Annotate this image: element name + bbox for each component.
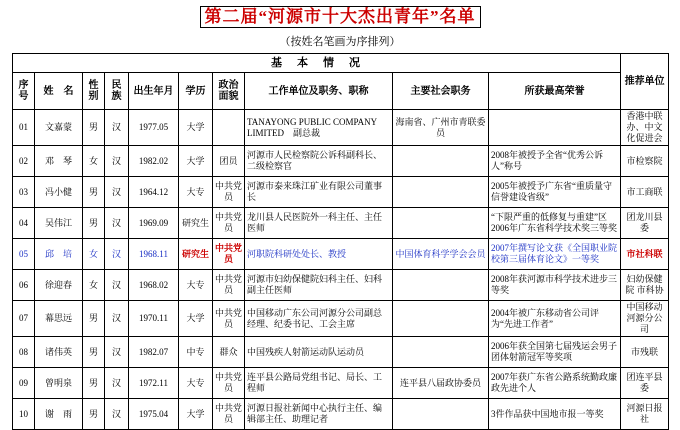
cell-work-unit: 中国残疾人射箭运动队运动员 (245, 337, 393, 368)
table-row (13, 110, 669, 146)
cell-recommend-unit: 中国移动河源分公司 (621, 301, 669, 337)
cell-politics: 中共党员 (213, 301, 245, 337)
cell-name: 徐迎春 (35, 270, 83, 301)
cell-social-post (393, 270, 489, 301)
cell-work-unit: 河职院科研处处长、教授 (245, 239, 393, 270)
cell-highest-honor (489, 110, 621, 146)
cell-name: 吴伟江 (35, 208, 83, 239)
cell-politics: 群众 (213, 337, 245, 368)
cell-sex: 男 (83, 399, 105, 430)
column-header-nation: 民族 (105, 73, 129, 110)
cell-highest-honor: 2006年获全国第七届残运会男子团体射箭冠军等奖项 (489, 337, 621, 368)
title-container (12, 6, 668, 28)
cell-work-unit: TANAYONG PUBLIC COMPANY LIMITED 副总裁 (245, 110, 393, 146)
cell-birth-date: 1964.12 (129, 177, 179, 208)
column-header-politics: 政治面貌 (213, 73, 245, 110)
cell-seq: 03 (13, 177, 35, 208)
cell-seq: 01 (13, 110, 35, 146)
cell-recommend-unit: 团连平县委 (621, 368, 669, 399)
table-row (13, 337, 669, 368)
cell-nation: 汉 (105, 239, 129, 270)
cell-sex: 女 (83, 239, 105, 270)
cell-name: 幕思远 (35, 301, 83, 337)
cell-sex: 男 (83, 177, 105, 208)
cell-highest-honor: 2008年被授予全省“优秀公诉人”称号 (489, 146, 621, 177)
cell-recommend-unit: 河源日报社 (621, 399, 669, 430)
table-header (13, 54, 669, 110)
table-row (13, 368, 669, 399)
column-header-birth: 出生年月 (129, 73, 179, 110)
cell-education: 研究生 (179, 208, 213, 239)
cell-nation: 汉 (105, 301, 129, 337)
cell-politics (213, 110, 245, 146)
cell-recommend-unit: 市工商联 (621, 177, 669, 208)
cell-recommend-unit: 香港中联办、中文化促进会 (621, 110, 669, 146)
cell-work-unit: 连平县公路局党组书记、局长、工程师 (245, 368, 393, 399)
cell-recommend-unit: 妇幼保健院 市科协 (621, 270, 669, 301)
cell-education: 研究生 (179, 239, 213, 270)
column-header-honor: 所获最高荣誉 (489, 73, 621, 110)
cell-politics: 中共党员 (213, 399, 245, 430)
cell-highest-honor: 2008年获河源市科学技术进步三等奖 (489, 270, 621, 301)
cell-seq: 07 (13, 301, 35, 337)
cell-sex: 男 (83, 337, 105, 368)
column-header-sex: 性别 (83, 73, 105, 110)
cell-birth-date: 1968.11 (129, 239, 179, 270)
page-subtitle: （按姓名笔画为序排列） (279, 36, 401, 48)
table-body (13, 110, 669, 430)
table-row (13, 301, 669, 337)
cell-birth-date: 1977.05 (129, 110, 179, 146)
cell-nation: 汉 (105, 270, 129, 301)
cell-education: 大学 (179, 301, 213, 337)
roster-table (12, 53, 669, 430)
cell-recommend-unit: 市残联 (621, 337, 669, 368)
column-header-social: 主要社会职务 (393, 73, 489, 110)
cell-highest-honor: “下限严重的低修复与重建”区2006年广东省科学技术奖三等奖 (489, 208, 621, 239)
group-header-recommend: 推荐单位 (621, 54, 669, 110)
cell-highest-honor: 2007年撰写论文获《全国职业院校第三届体育论文》一等奖 (489, 239, 621, 270)
page-title: 第二届“河源市十大杰出青年”名单 (200, 6, 481, 28)
cell-seq: 04 (13, 208, 35, 239)
cell-seq: 05 (13, 239, 35, 270)
cell-work-unit: 河源市泰来珠江矿业有限公司董事长 (245, 177, 393, 208)
cell-birth-date: 1969.09 (129, 208, 179, 239)
cell-recommend-unit: 市社科联 (621, 239, 669, 270)
cell-highest-honor: 3件作品获中国地市报一等奖 (489, 399, 621, 430)
cell-highest-honor: 2004年被广东移动省公司评为“先进工作者” (489, 301, 621, 337)
cell-sex: 男 (83, 301, 105, 337)
cell-politics: 中共党员 (213, 177, 245, 208)
cell-name: 谢 雨 (35, 399, 83, 430)
table-row (13, 239, 669, 270)
cell-politics: 中共党员 (213, 270, 245, 301)
cell-social-post (393, 208, 489, 239)
cell-politics: 中共党员 (213, 368, 245, 399)
cell-seq: 02 (13, 146, 35, 177)
cell-education: 大专 (179, 177, 213, 208)
cell-seq: 09 (13, 368, 35, 399)
column-header-education: 学历 (179, 73, 213, 110)
cell-social-post: 连平县八届政协委员 (393, 368, 489, 399)
cell-nation: 汉 (105, 208, 129, 239)
group-header-basic: 基 本 情 况 (13, 54, 621, 73)
table-row (13, 146, 669, 177)
column-header-name: 姓 名 (35, 73, 83, 110)
cell-name: 文嘉蒙 (35, 110, 83, 146)
cell-name: 诸伟英 (35, 337, 83, 368)
cell-education: 大专 (179, 270, 213, 301)
cell-highest-honor: 2005年被授予广东省“重质量守信誉建设省级” (489, 177, 621, 208)
cell-social-post (393, 177, 489, 208)
cell-social-post: 中国体育科学学会会员 (393, 239, 489, 270)
cell-birth-date: 1982.07 (129, 337, 179, 368)
cell-social-post: 海南省、广州市青联委员 (393, 110, 489, 146)
table-row (13, 208, 669, 239)
cell-recommend-unit: 市检察院 (621, 146, 669, 177)
cell-nation: 汉 (105, 337, 129, 368)
cell-seq: 06 (13, 270, 35, 301)
cell-nation: 汉 (105, 146, 129, 177)
cell-birth-date: 1975.04 (129, 399, 179, 430)
cell-sex: 男 (83, 110, 105, 146)
cell-politics: 中共党员 (213, 239, 245, 270)
cell-education: 中专 (179, 337, 213, 368)
cell-highest-honor: 2007年获广东省公路系统勤政廉政先进个人 (489, 368, 621, 399)
cell-name: 邓 琴 (35, 146, 83, 177)
cell-sex: 男 (83, 368, 105, 399)
table-row (13, 270, 669, 301)
cell-name: 冯小健 (35, 177, 83, 208)
cell-work-unit: 河源日报社新闻中心执行主任、编辑部主任、助理记者 (245, 399, 393, 430)
cell-sex: 男 (83, 208, 105, 239)
cell-name: 邱 培 (35, 239, 83, 270)
cell-birth-date: 1972.11 (129, 368, 179, 399)
cell-seq: 08 (13, 337, 35, 368)
group-header-row (13, 54, 669, 73)
cell-nation: 汉 (105, 399, 129, 430)
cell-work-unit: 中国移动广东公司河源分公司副总经理、纪委书记、工会主席 (245, 301, 393, 337)
cell-sex: 女 (83, 146, 105, 177)
column-header-unit: 工作单位及职务、职称 (245, 73, 393, 110)
cell-recommend-unit: 团龙川县委 (621, 208, 669, 239)
column-header-seq: 序号 (13, 73, 35, 110)
column-header-row (13, 73, 669, 110)
cell-politics: 中共党员 (213, 208, 245, 239)
cell-education: 大学 (179, 110, 213, 146)
cell-birth-date: 1970.11 (129, 301, 179, 337)
cell-education: 大学 (179, 399, 213, 430)
cell-work-unit: 河源市妇幼保健院妇科主任、妇科副主任医师 (245, 270, 393, 301)
cell-nation: 汉 (105, 368, 129, 399)
cell-nation: 汉 (105, 110, 129, 146)
cell-education: 大专 (179, 368, 213, 399)
cell-name: 曾明泉 (35, 368, 83, 399)
cell-seq: 10 (13, 399, 35, 430)
cell-birth-date: 1982.02 (129, 146, 179, 177)
cell-social-post (393, 337, 489, 368)
cell-birth-date: 1968.02 (129, 270, 179, 301)
cell-nation: 汉 (105, 177, 129, 208)
cell-work-unit: 河源市人民检察院公诉科副科长、二级检察官 (245, 146, 393, 177)
cell-education: 大学 (179, 146, 213, 177)
cell-politics: 团员 (213, 146, 245, 177)
cell-work-unit: 龙川县人民医院外一科主任、主任医师 (245, 208, 393, 239)
cell-social-post (393, 146, 489, 177)
cell-social-post (393, 301, 489, 337)
table-row (13, 177, 669, 208)
cell-sex: 女 (83, 270, 105, 301)
